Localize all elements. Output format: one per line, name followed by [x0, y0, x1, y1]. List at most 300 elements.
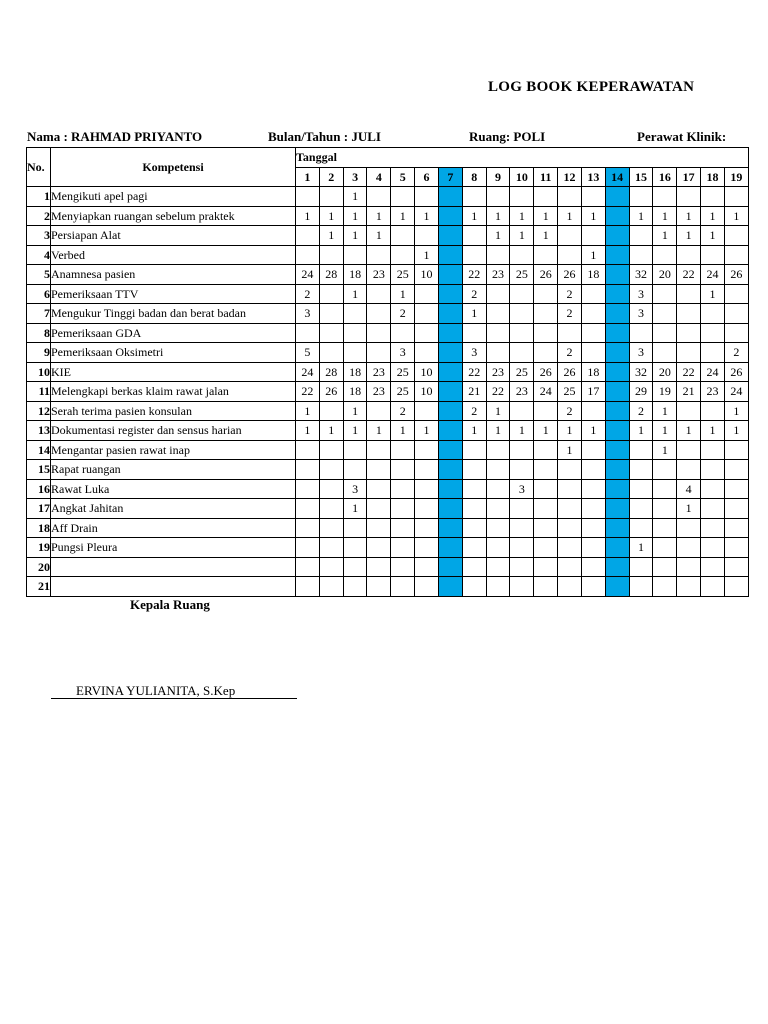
- count-cell: [558, 557, 582, 577]
- count-cell: 1: [653, 226, 677, 246]
- count-cell: 1: [629, 421, 653, 441]
- count-cell: [296, 460, 320, 480]
- count-cell: [605, 206, 629, 226]
- table-row: [27, 284, 749, 304]
- row-number: 16: [27, 479, 51, 499]
- count-cell: 3: [391, 343, 415, 363]
- count-cell: [629, 557, 653, 577]
- count-cell: [438, 362, 462, 382]
- count-cell: [343, 518, 367, 538]
- count-cell: [724, 304, 748, 324]
- count-cell: 21: [462, 382, 486, 402]
- count-cell: [296, 323, 320, 343]
- count-cell: [486, 460, 510, 480]
- count-cell: 1: [653, 440, 677, 460]
- count-cell: [724, 557, 748, 577]
- count-cell: 24: [701, 265, 725, 285]
- count-cell: [605, 343, 629, 363]
- count-cell: [724, 577, 748, 597]
- count-cell: [462, 440, 486, 460]
- count-cell: 25: [391, 382, 415, 402]
- table-row: [27, 304, 749, 324]
- count-cell: 18: [581, 362, 605, 382]
- count-cell: [581, 440, 605, 460]
- count-cell: [486, 440, 510, 460]
- count-cell: [701, 401, 725, 421]
- count-cell: 1: [701, 206, 725, 226]
- count-cell: 1: [296, 421, 320, 441]
- count-cell: 2: [558, 304, 582, 324]
- count-cell: [724, 226, 748, 246]
- count-cell: 2: [629, 401, 653, 421]
- count-cell: [486, 343, 510, 363]
- count-cell: 1: [415, 421, 439, 441]
- count-cell: [319, 401, 343, 421]
- count-cell: [605, 421, 629, 441]
- count-cell: [605, 440, 629, 460]
- clinical-nurse-label: Perawat Klinik:: [637, 129, 727, 144]
- count-cell: [677, 187, 701, 207]
- count-cell: [581, 187, 605, 207]
- count-cell: [462, 187, 486, 207]
- count-cell: [534, 245, 558, 265]
- table-row: [27, 187, 749, 207]
- count-cell: 1: [415, 206, 439, 226]
- count-cell: 1: [343, 206, 367, 226]
- count-cell: [558, 499, 582, 519]
- count-cell: [724, 245, 748, 265]
- count-cell: [296, 245, 320, 265]
- count-cell: [438, 245, 462, 265]
- count-cell: [534, 440, 558, 460]
- count-cell: 1: [724, 206, 748, 226]
- count-cell: [486, 538, 510, 558]
- count-cell: 1: [319, 421, 343, 441]
- count-cell: 21: [677, 382, 701, 402]
- count-cell: [534, 187, 558, 207]
- count-cell: [296, 187, 320, 207]
- count-cell: [343, 577, 367, 597]
- count-cell: 1: [724, 401, 748, 421]
- count-cell: 1: [653, 421, 677, 441]
- count-cell: [677, 304, 701, 324]
- count-cell: [486, 245, 510, 265]
- count-cell: [629, 499, 653, 519]
- table-row: [27, 401, 749, 421]
- count-cell: [653, 304, 677, 324]
- row-number: 13: [27, 421, 51, 441]
- count-cell: 1: [510, 421, 534, 441]
- count-cell: [629, 577, 653, 597]
- count-cell: [391, 226, 415, 246]
- count-cell: [510, 538, 534, 558]
- count-cell: [581, 479, 605, 499]
- day-header: 11: [534, 167, 558, 187]
- count-cell: [605, 401, 629, 421]
- competency-label: Pemeriksaan Oksimetri: [51, 343, 296, 363]
- count-cell: 4: [677, 479, 701, 499]
- count-cell: [415, 440, 439, 460]
- competency-label: KIE: [51, 362, 296, 382]
- count-cell: [653, 499, 677, 519]
- count-cell: [581, 323, 605, 343]
- count-cell: [558, 479, 582, 499]
- count-cell: [701, 577, 725, 597]
- count-cell: [629, 479, 653, 499]
- table-row: [27, 382, 749, 402]
- row-number: 20: [27, 557, 51, 577]
- count-cell: 1: [629, 538, 653, 558]
- count-cell: 22: [486, 382, 510, 402]
- count-cell: [701, 460, 725, 480]
- count-cell: [438, 226, 462, 246]
- count-cell: [415, 538, 439, 558]
- count-cell: [415, 284, 439, 304]
- count-cell: [391, 187, 415, 207]
- row-number: 19: [27, 538, 51, 558]
- count-cell: 1: [724, 421, 748, 441]
- count-cell: [438, 479, 462, 499]
- count-cell: 3: [343, 479, 367, 499]
- count-cell: [677, 577, 701, 597]
- day-header: 2: [319, 167, 343, 187]
- count-cell: [510, 499, 534, 519]
- count-cell: [605, 460, 629, 480]
- row-number: 8: [27, 323, 51, 343]
- count-cell: [343, 323, 367, 343]
- count-cell: [534, 479, 558, 499]
- count-cell: 1: [296, 206, 320, 226]
- count-cell: 1: [653, 401, 677, 421]
- competency-label: Serah terima pasien konsulan: [51, 401, 296, 421]
- count-cell: [438, 401, 462, 421]
- count-cell: 10: [415, 382, 439, 402]
- count-cell: [415, 187, 439, 207]
- day-header: 18: [701, 167, 725, 187]
- count-cell: [510, 323, 534, 343]
- count-cell: 1: [581, 206, 605, 226]
- row-number: 4: [27, 245, 51, 265]
- count-cell: [415, 518, 439, 538]
- count-cell: 1: [391, 421, 415, 441]
- count-cell: 1: [677, 421, 701, 441]
- count-cell: [629, 460, 653, 480]
- count-cell: 1: [367, 206, 391, 226]
- count-cell: [438, 538, 462, 558]
- count-cell: [581, 499, 605, 519]
- count-cell: [367, 538, 391, 558]
- count-cell: [605, 538, 629, 558]
- table-row: [27, 362, 749, 382]
- count-cell: [415, 304, 439, 324]
- count-cell: [558, 538, 582, 558]
- count-cell: 1: [677, 226, 701, 246]
- count-cell: [296, 479, 320, 499]
- day-header: 10: [510, 167, 534, 187]
- count-cell: [486, 518, 510, 538]
- count-cell: 25: [558, 382, 582, 402]
- signature-line: [51, 698, 297, 699]
- count-cell: [581, 226, 605, 246]
- count-cell: [558, 226, 582, 246]
- count-cell: [581, 577, 605, 597]
- count-cell: [486, 479, 510, 499]
- count-cell: [534, 401, 558, 421]
- count-cell: 23: [367, 362, 391, 382]
- count-cell: [296, 440, 320, 460]
- count-cell: 1: [510, 226, 534, 246]
- count-cell: [319, 479, 343, 499]
- count-cell: 1: [343, 499, 367, 519]
- count-cell: 26: [724, 362, 748, 382]
- count-cell: 1: [343, 226, 367, 246]
- count-cell: [367, 304, 391, 324]
- count-cell: [296, 226, 320, 246]
- row-number: 11: [27, 382, 51, 402]
- count-cell: [534, 499, 558, 519]
- count-cell: [534, 538, 558, 558]
- count-cell: 1: [629, 206, 653, 226]
- count-cell: [677, 557, 701, 577]
- count-cell: [534, 343, 558, 363]
- count-cell: 1: [486, 401, 510, 421]
- count-cell: [510, 245, 534, 265]
- day-header: 3: [343, 167, 367, 187]
- count-cell: [724, 284, 748, 304]
- count-cell: [558, 323, 582, 343]
- competency-label: Mengukur Tinggi badan dan berat badan: [51, 304, 296, 324]
- count-cell: [724, 460, 748, 480]
- count-cell: 23: [367, 265, 391, 285]
- count-cell: 1: [701, 421, 725, 441]
- count-cell: [724, 518, 748, 538]
- count-cell: 23: [701, 382, 725, 402]
- count-cell: [677, 460, 701, 480]
- table-row: [27, 440, 749, 460]
- count-cell: [367, 245, 391, 265]
- count-cell: [534, 284, 558, 304]
- count-cell: [653, 557, 677, 577]
- count-cell: 1: [296, 401, 320, 421]
- count-cell: 1: [677, 499, 701, 519]
- count-cell: 1: [391, 284, 415, 304]
- day-header: 16: [653, 167, 677, 187]
- count-cell: [605, 518, 629, 538]
- row-number: 14: [27, 440, 51, 460]
- count-cell: [343, 304, 367, 324]
- count-cell: [677, 245, 701, 265]
- count-cell: [486, 557, 510, 577]
- count-cell: [558, 187, 582, 207]
- count-cell: 22: [677, 265, 701, 285]
- competency-label: Anamnesa pasien: [51, 265, 296, 285]
- count-cell: [438, 577, 462, 597]
- count-cell: 25: [391, 362, 415, 382]
- count-cell: [296, 499, 320, 519]
- logbook-table: [26, 147, 749, 597]
- count-cell: 32: [629, 362, 653, 382]
- count-cell: [605, 187, 629, 207]
- count-cell: [319, 577, 343, 597]
- count-cell: [462, 226, 486, 246]
- count-cell: [605, 499, 629, 519]
- count-cell: [486, 284, 510, 304]
- count-cell: [581, 460, 605, 480]
- table-row: [27, 323, 749, 343]
- day-header: 5: [391, 167, 415, 187]
- count-cell: [343, 460, 367, 480]
- count-cell: [677, 538, 701, 558]
- count-cell: [605, 382, 629, 402]
- day-header: 13: [581, 167, 605, 187]
- count-cell: [462, 323, 486, 343]
- day-header: 17: [677, 167, 701, 187]
- count-cell: [391, 518, 415, 538]
- count-cell: 26: [724, 265, 748, 285]
- competency-label: Mengantar pasien rawat inap: [51, 440, 296, 460]
- count-cell: [677, 440, 701, 460]
- count-cell: [510, 187, 534, 207]
- count-cell: 1: [343, 421, 367, 441]
- count-cell: [510, 460, 534, 480]
- competency-label: Persiapan Alat: [51, 226, 296, 246]
- count-cell: [486, 577, 510, 597]
- count-cell: [367, 401, 391, 421]
- count-cell: 3: [629, 284, 653, 304]
- count-cell: 18: [343, 265, 367, 285]
- count-cell: [701, 245, 725, 265]
- count-cell: 28: [319, 265, 343, 285]
- count-cell: [653, 460, 677, 480]
- day-header: 9: [486, 167, 510, 187]
- count-cell: [534, 323, 558, 343]
- row-number: 12: [27, 401, 51, 421]
- count-cell: [653, 538, 677, 558]
- count-cell: [367, 499, 391, 519]
- count-cell: [653, 479, 677, 499]
- count-cell: [558, 460, 582, 480]
- count-cell: [701, 518, 725, 538]
- count-cell: 1: [701, 284, 725, 304]
- count-cell: [438, 206, 462, 226]
- count-cell: [653, 245, 677, 265]
- table-row: [27, 206, 749, 226]
- count-cell: [701, 323, 725, 343]
- count-cell: [391, 557, 415, 577]
- count-cell: 2: [391, 401, 415, 421]
- count-cell: 2: [558, 343, 582, 363]
- count-cell: [724, 499, 748, 519]
- row-number: 6: [27, 284, 51, 304]
- count-cell: [367, 284, 391, 304]
- count-cell: [296, 538, 320, 558]
- count-cell: [367, 518, 391, 538]
- count-cell: 29: [629, 382, 653, 402]
- count-cell: [462, 460, 486, 480]
- count-cell: [701, 499, 725, 519]
- count-cell: [438, 460, 462, 480]
- count-cell: [415, 460, 439, 480]
- count-cell: [391, 577, 415, 597]
- competency-label: Angkat Jahitan: [51, 499, 296, 519]
- count-cell: [724, 187, 748, 207]
- count-cell: 1: [462, 206, 486, 226]
- count-cell: 26: [558, 362, 582, 382]
- count-cell: [510, 401, 534, 421]
- count-cell: [415, 343, 439, 363]
- count-cell: 1: [558, 206, 582, 226]
- count-cell: [319, 323, 343, 343]
- row-number: 15: [27, 460, 51, 480]
- count-cell: [510, 304, 534, 324]
- table-row: [27, 499, 749, 519]
- count-cell: 1: [343, 284, 367, 304]
- head-of-room-label: Kepala Ruang: [130, 597, 210, 612]
- count-cell: [462, 245, 486, 265]
- day-header: 1: [296, 167, 320, 187]
- count-cell: [319, 440, 343, 460]
- count-cell: 1: [319, 206, 343, 226]
- count-cell: [558, 518, 582, 538]
- tanggal-header: Tanggal: [296, 148, 749, 168]
- count-cell: [629, 245, 653, 265]
- count-cell: [581, 343, 605, 363]
- count-cell: [677, 343, 701, 363]
- table-row: [27, 226, 749, 246]
- count-cell: 18: [581, 265, 605, 285]
- count-cell: [629, 518, 653, 538]
- count-cell: [343, 557, 367, 577]
- count-cell: 26: [558, 265, 582, 285]
- day-header: 14: [605, 167, 629, 187]
- row-number: 7: [27, 304, 51, 324]
- table-row: [27, 557, 749, 577]
- count-cell: 1: [319, 226, 343, 246]
- page-title: LOG BOOK KEPERAWATAN: [488, 79, 695, 95]
- count-cell: [319, 538, 343, 558]
- count-cell: [724, 479, 748, 499]
- count-cell: [701, 479, 725, 499]
- count-cell: [367, 323, 391, 343]
- count-cell: 22: [296, 382, 320, 402]
- count-cell: [534, 304, 558, 324]
- count-cell: [438, 304, 462, 324]
- day-header: 15: [629, 167, 653, 187]
- count-cell: 17: [581, 382, 605, 402]
- count-cell: [510, 557, 534, 577]
- count-cell: [415, 557, 439, 577]
- count-cell: 1: [701, 226, 725, 246]
- count-cell: [391, 538, 415, 558]
- count-cell: 10: [415, 362, 439, 382]
- count-cell: [391, 245, 415, 265]
- count-cell: [581, 304, 605, 324]
- competency-label: Mengikuti apel pagi: [51, 187, 296, 207]
- count-cell: 1: [534, 206, 558, 226]
- count-cell: 3: [629, 304, 653, 324]
- competency-label: [51, 577, 296, 597]
- count-cell: 3: [462, 343, 486, 363]
- count-cell: [438, 265, 462, 285]
- count-cell: [605, 265, 629, 285]
- count-cell: 26: [534, 265, 558, 285]
- row-number: 5: [27, 265, 51, 285]
- count-cell: [415, 577, 439, 597]
- count-cell: [581, 284, 605, 304]
- table-row: [27, 421, 749, 441]
- count-cell: 23: [510, 382, 534, 402]
- count-cell: 1: [581, 245, 605, 265]
